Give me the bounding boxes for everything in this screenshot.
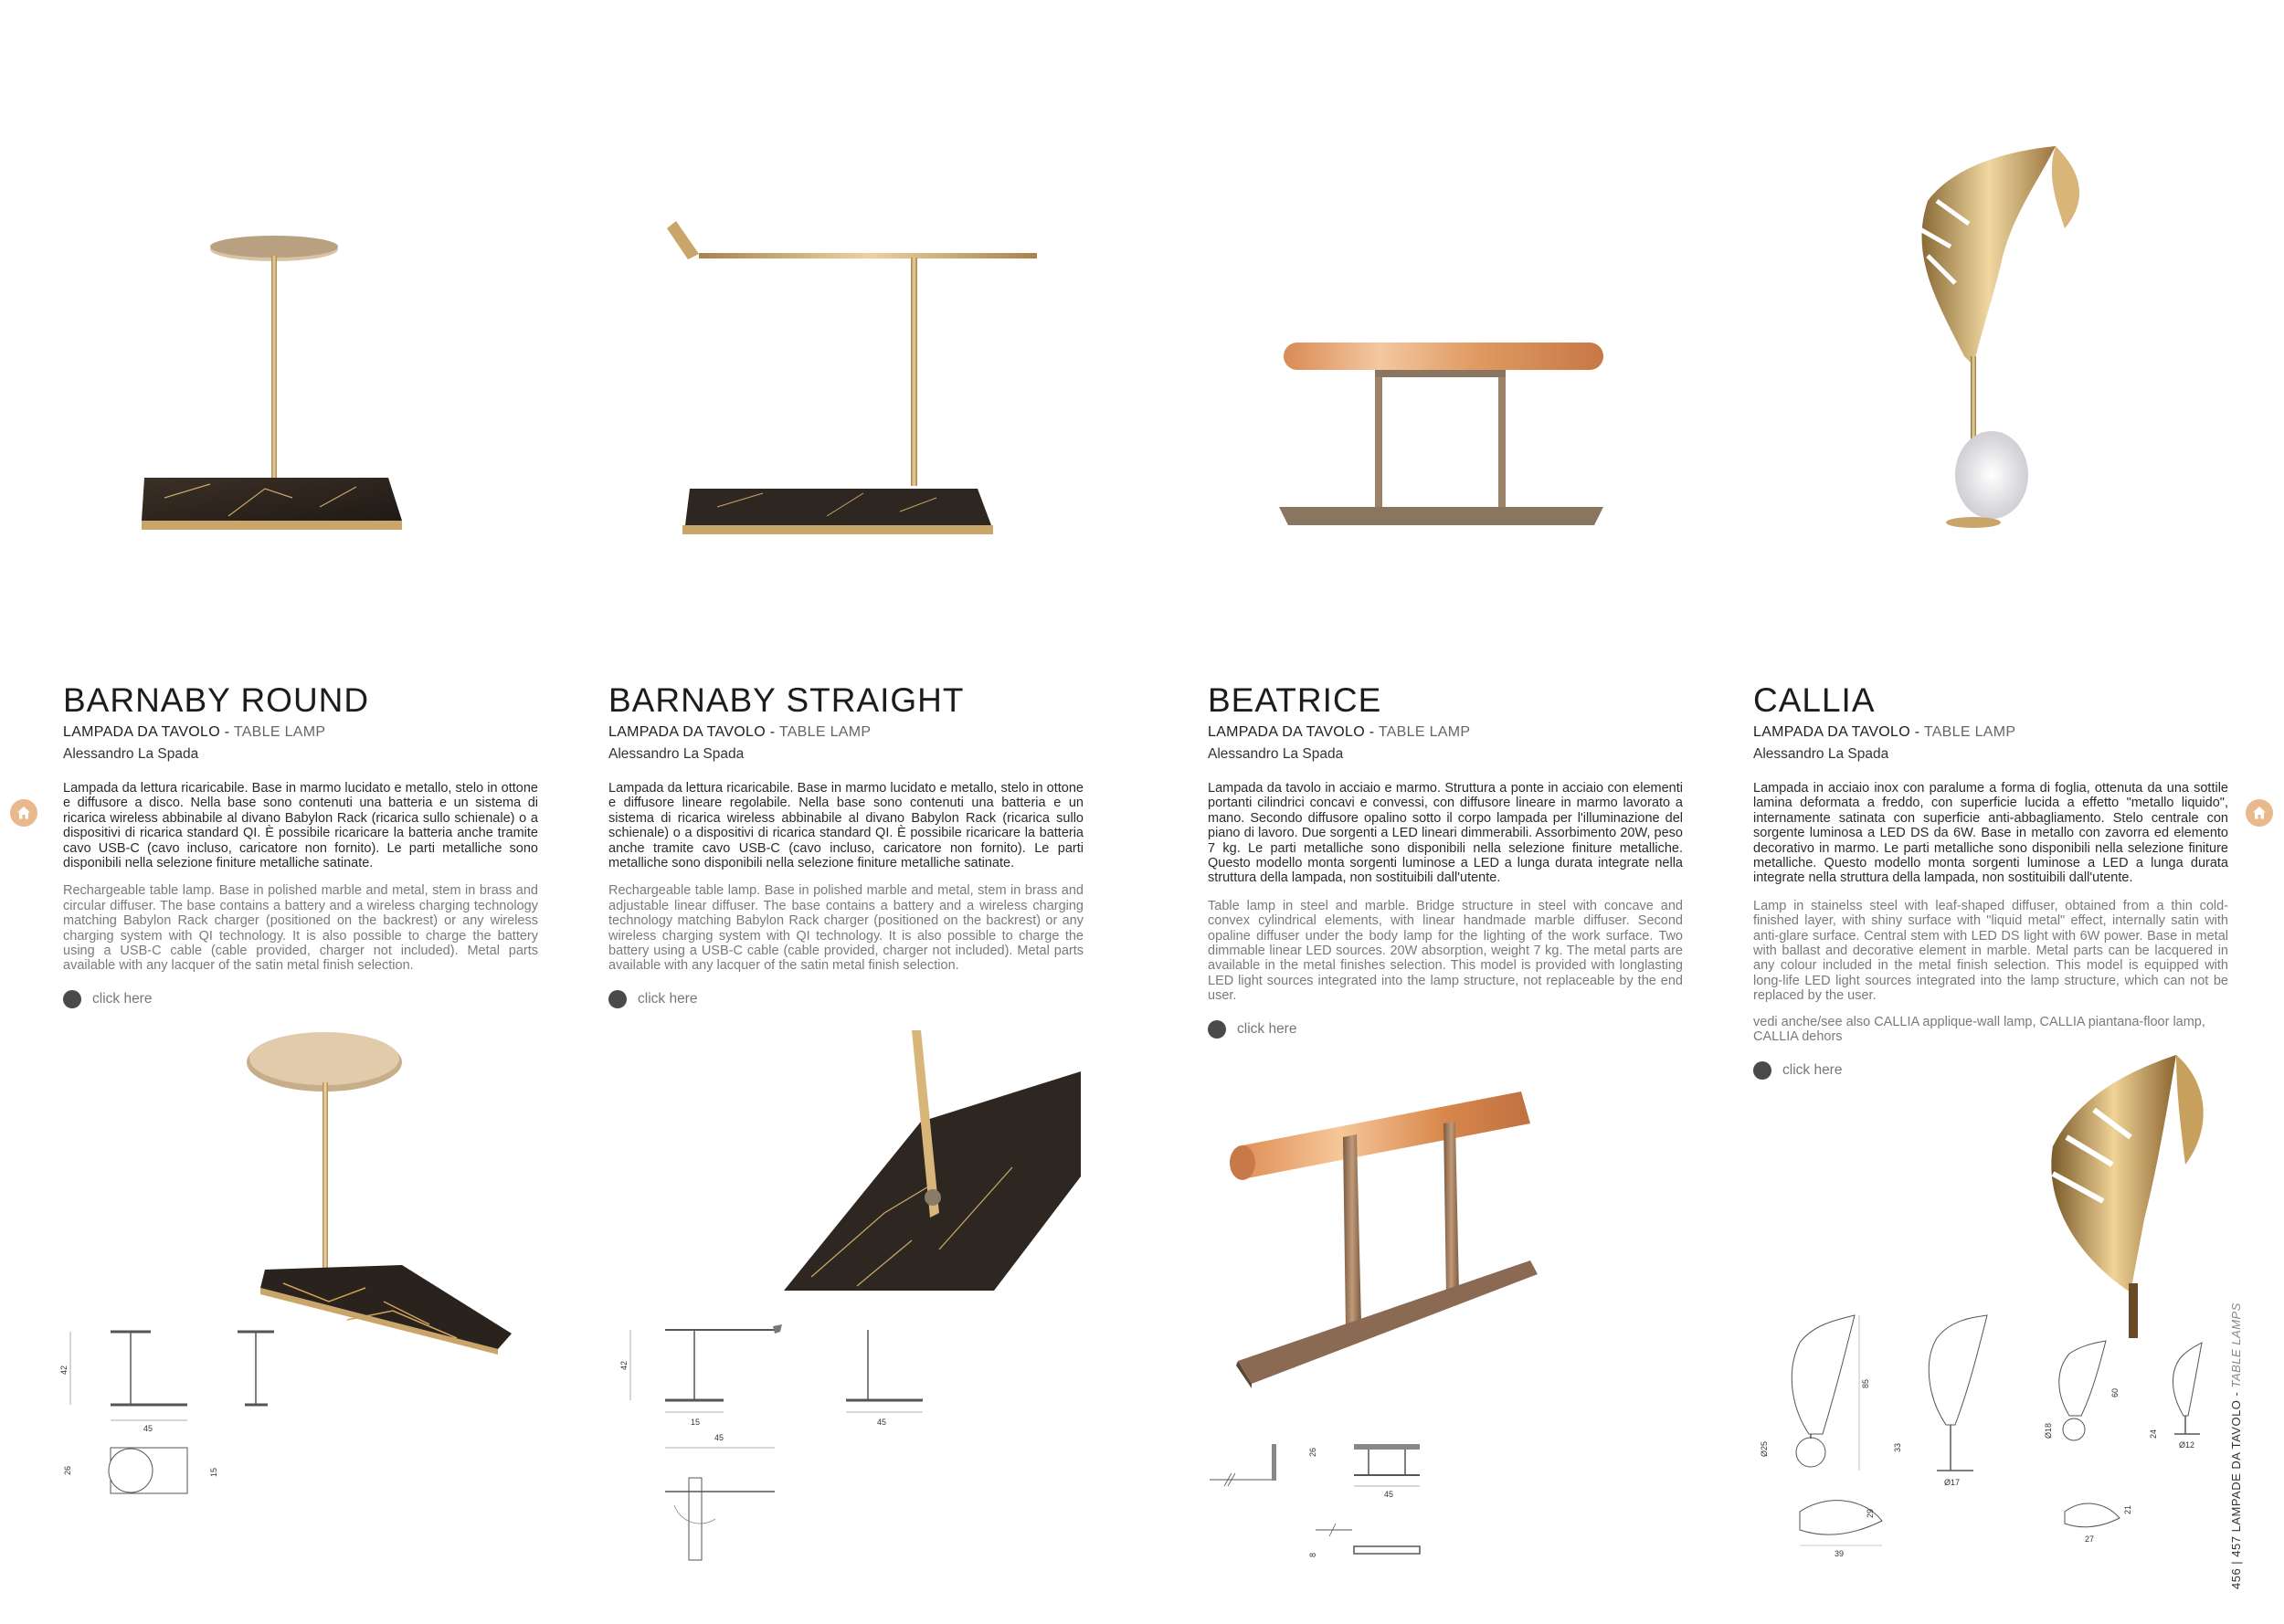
dim-width-label: 45 [1384,1490,1394,1499]
dim-top-depth-large-label: 29 [1866,1508,1875,1518]
barnaby-round-photo [137,224,411,539]
product-subtitle: LAMPADA DA TAVOLO - TABLE LAMP [1208,724,1471,740]
product-designer: Alessandro La Spada [608,746,745,762]
description-italian: Lampada da lettura ricaricabile. Base in marmo lucidato e metallo, stelo in ottone e diffusore lineare regolabile. Nella base sono contenuti una batteria e un sistema di ricarica wireless abbinabile al divano Babylon Rack (ricarica sullo schienale) o a dispositivi di ricarica standard QI. È possibile ricaricare la batteria anche tramite cavo USB-C (cavo incluso, caricatore non fornito). Le parti metalliche sono disponibili nella selezione finiture metalliche satinate. [608,781,1084,871]
dim-height-large-label: 85 [1861,1378,1870,1388]
dim-width-label: 45 [143,1424,153,1433]
see-also-note: vedi anche/see also CALLIA applique-wall lamp, CALLIA piantana-floor lamp, CALLIA dehors [1753,1014,2205,1045]
product-title: BEATRICE [1208,681,1382,719]
product-callia [1753,680,2228,1080]
barnaby-round-detail-photo [247,1028,516,1352]
dim-base-large-label: Ø17 [1944,1478,1961,1487]
page-footer: 456 | 457 LAMPADE DA TAVOLO - TABLE LAMPS [2229,1302,2243,1589]
barnaby-round-technical-drawing [59,1329,297,1503]
dim-height-label: 26 [1308,1447,1317,1457]
click-here-link[interactable]: click here [63,990,538,1008]
dim-depth-label: 8 [1308,1552,1317,1557]
product-subtitle: LAMPADA DA TAVOLO - TABLE LAMP [608,724,872,740]
bullet-icon [1208,1020,1226,1039]
product-barnaby-straight [608,680,1084,1008]
product-title: CALLIA [1753,681,1876,719]
dim-base-small-label: Ø12 [2179,1440,2195,1450]
click-here-link[interactable]: click here [608,990,1084,1008]
product-subtitle: LAMPADA DA TAVOLO - TABLE LAMP [63,724,326,740]
dim-depth-large-label: 33 [1893,1442,1902,1452]
callia-technical-drawing [1754,1315,2202,1562]
click-here-link[interactable]: click here [1208,1020,1683,1039]
click-here-link[interactable]: click here [1753,1061,2228,1080]
product-title: BARNABY ROUND [63,681,370,719]
dim-width-side-label: 45 [877,1418,887,1427]
product-subtitle: LAMPADA DA TAVOLO - TABLE LAMP [1753,724,2016,740]
home-button-left[interactable] [10,799,37,827]
product-designer: Alessandro La Spada [1208,746,1344,762]
dim-height-label: 42 [59,1365,69,1375]
dim-height-small-text: 60 [2110,1387,2120,1397]
bullet-icon [63,990,81,1008]
product-designer: Alessandro La Spada [63,746,199,762]
barnaby-straight-technical-drawing [610,1323,939,1569]
beatrice-detail-photo [1229,1087,1539,1388]
dim-top-width-large-label: 39 [1835,1549,1845,1558]
home-icon [2251,805,2268,821]
barnaby-straight-detail-photo [784,1030,1081,1291]
dim-height-label: 42 [619,1360,629,1370]
product-beatrice [1208,680,1683,1039]
description-english: Lamp in stainelss steel with leaf-shaped diffuser, obtained from a thin cold-finished layer, with shiny surface with "liquid metal" effect, internally satin with anti-glare surface. Central stem with LED DS light with 6W power. Base in metal with ballast and decorative element in marble. Metal parts can be lacquered in any colour included in the metal finish selection. This model is equipped with long-life LED light sources integrated into the lamp structure, which can not be replaced by the user. [1753,898,2228,1004]
home-button-right[interactable] [2246,799,2273,827]
beatrice-technical-drawing [1206,1439,1434,1566]
description-italian: Lampada in acciaio inox con paralume a forma di foglia, ottenuta da una sottile lamina deformata a freddo, con superficie lucida a effetto "metallo liquido", internamente satinata con superficie anti-abbagliamento. Stelo centrale con sorgente luminosa a LED DS da 6W. Base in metallo con zavorra ed elemento decorativo in marmo. Le parti metalliche sono disponibili nella selezione finiture metalliche. Questo modello monta sorgenti luminose a LED a lunga durata integrate nella struttura della lampada, non sostituibili dall'utente. [1753,781,2228,886]
description-italian: Lampada da lettura ricaricabile. Base in marmo lucidato e metallo, stelo in ottone e diffusore a disco. Nella base sono contenuti una batteria e un sistema di ricarica wireless abbinabile al divano Babylon Rack (ricarica sullo schienale) o a dispositivi di ricarica standard QI. È possibile ricaricare la batteria anche tramite cavo USB-C (cavo incluso, caricatore non fornito). Le parti metalliche sono disponibili nella selezione finiture metalliche satinate. [63,781,538,871]
bullet-icon [608,990,627,1008]
dim-top-width-small-label: 27 [2085,1534,2095,1544]
description-english: Rechargeable table lamp. Base in polished marble and metal, stem in brass and circular diffuser. The base contains a battery and a wireless charging technology matching Babylon Rack charger (positioned on the backrest) or any wireless charging system with QI technology. It is also possible to charge the battery using a USB-C cable (cable provided, charger not included). Metal parts available with any lacquer of the satin metal finish selection. [63,883,538,974]
section-label-en: TABLE LAMPS [2229,1302,2243,1388]
section-label-it: LAMPADE DA TAVOLO [2229,1399,2243,1533]
description-italian: Lampada da tavolo in acciaio e marmo. Struttura a ponte in acciaio con elementi portanti cilindrici concavi e convessi, con diffusore lineare in marmo lavorato a mano. Secondo diffusore opalino sotto il corpo lampada per l'illuminazione del piano di lavoro. Due sorgenti a LED lineari dimmerabili. Assorbimento 20W, peso 7 kg. Le parti metalliche sono disponibili nella selezione finiture metalliche. Questo modello monta sorgenti luminose a LED a lunga durata integrate nella struttura della lampada, non sostituibili dall'utente. [1208,781,1683,886]
dim-depth-label: 15 [691,1418,701,1427]
dim-depth-label: 26 [63,1465,72,1475]
product-title: BARNABY STRAIGHT [608,681,965,719]
dim-diameter-large-label: Ø25 [1760,1440,1769,1457]
dim-width-label: 45 [714,1433,724,1442]
callia-detail-photo [2039,1055,2217,1338]
description-english: Rechargeable table lamp. Base in polished marble and metal, stem in brass and adjustable linear diffuser. The base contains a battery and a wireless charging technology matching Babylon Rack charger (positioned on the backrest) or any wireless charging system with QI technology. It is also possible to charge the battery using a USB-C cable (cable provided, charger not included). Metal parts available with any lacquer of the satin metal finish selection. [608,883,1084,974]
product-designer: Alessandro La Spada [1753,746,1889,762]
home-icon [16,805,32,821]
page-numbers: 456 | 457 [2229,1535,2243,1589]
dim-diameter-label: 15 [209,1467,218,1477]
dim-diameter-small-label: Ø18 [2044,1422,2053,1439]
description-english: Table lamp in steel and marble. Bridge structure in steel with concave and convex cylindrical elements, with linear handmade marble diffuser. Second opaline diffuser under the body lamp for the lighting of the work surface. Two dimmable linear LED sources. 20W absorption, weight 7 kg. The metal parts are available in the metal finishes selection. This model is provided with longlasting LED light sources integrated into the lamp structure, not replaceable by the end user. [1208,898,1683,1004]
bullet-icon [1753,1061,1771,1080]
dim-depth-small-label: 24 [2149,1429,2158,1439]
callia-photo [1900,146,2106,539]
dim-top-depth-small-label: 21 [2123,1504,2132,1514]
barnaby-straight-photo [662,219,1046,539]
beatrice-photo [1274,338,1613,534]
product-barnaby-round [63,680,538,1008]
